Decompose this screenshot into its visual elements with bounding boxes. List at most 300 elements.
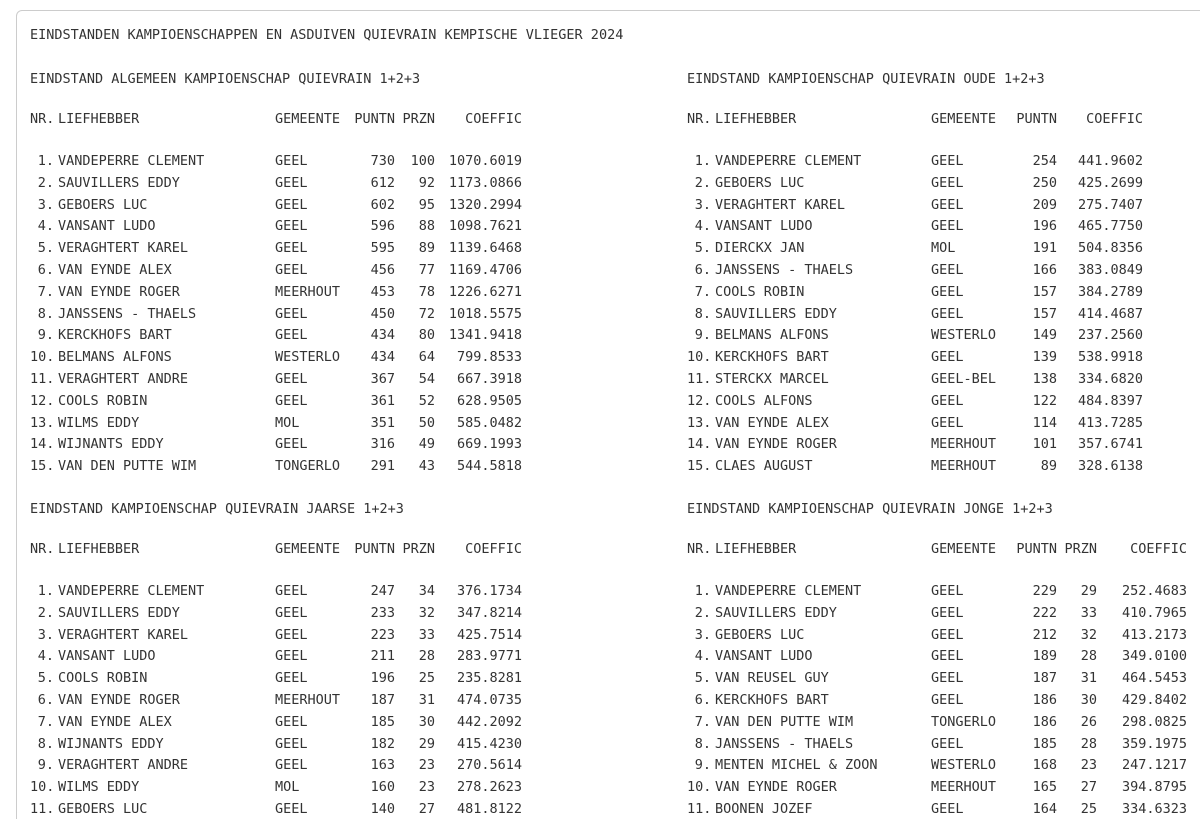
- table-row: [687, 282, 1143, 304]
- table-rows: [30, 151, 522, 478]
- table-row: [687, 413, 1143, 435]
- table-row: [30, 347, 522, 369]
- table-cell: 384.2789: [1077, 283, 1143, 300]
- column-header: PUNTN: [1016, 111, 1057, 127]
- table-cell: VANSANT LUDO: [58, 648, 156, 665]
- column-header: GEMEENTE: [275, 541, 341, 557]
- table-cell: GEEL: [931, 670, 964, 687]
- table-cell: 29: [418, 735, 435, 752]
- table-cell: BELMANS ALFONS: [715, 327, 829, 344]
- table-cell: GEEL: [931, 261, 964, 278]
- table-cell: 27: [1080, 779, 1097, 796]
- table-row: [687, 238, 1143, 260]
- table-cell: WIJNANTS EDDY: [58, 436, 164, 453]
- table-cell: GEBOERS LUC: [715, 174, 805, 191]
- table-cell: 23: [418, 757, 435, 774]
- table-cell: 6.: [37, 261, 54, 278]
- table-cell: SAUVILLERS EDDY: [715, 305, 837, 322]
- table-cell: GEEL: [931, 604, 964, 621]
- table-cell: 11.: [687, 800, 712, 817]
- table-row: [30, 304, 522, 326]
- table-row: [30, 734, 522, 756]
- table-cell: 410.7965: [1121, 604, 1187, 621]
- table-cell: 10.: [30, 779, 55, 796]
- table-cell: 89: [1040, 458, 1057, 475]
- table-row: [30, 282, 522, 304]
- table-cell: 481.8122: [456, 800, 522, 817]
- table-cell: 139: [1032, 349, 1057, 366]
- table-cell: 187: [370, 691, 395, 708]
- table-cell: 1018.5575: [448, 305, 522, 322]
- table-cell: GEEL: [275, 713, 308, 730]
- table-cell: MENTEN MICHEL & ZOON: [715, 757, 878, 774]
- table-cell: GEEL: [931, 218, 964, 235]
- table-cell: 596: [370, 218, 395, 235]
- table-cell: 441.9602: [1077, 153, 1143, 169]
- table-cell: COOLS ROBIN: [715, 283, 805, 300]
- table-cell: 585.0482: [456, 414, 522, 431]
- table-cell: 334.6323: [1121, 800, 1187, 817]
- table-cell: 247.1217: [1121, 757, 1187, 774]
- table-cell: VAN REUSEL GUY: [715, 670, 829, 687]
- table-cell: 254: [1032, 153, 1057, 169]
- column-header: COEFFIC: [1130, 541, 1187, 557]
- table-cell: 52: [418, 392, 435, 409]
- table-jaarse-kampioenschap: [30, 498, 522, 819]
- table-cell: 12.: [687, 392, 712, 409]
- table-cell: TONGERLO: [275, 458, 341, 475]
- table-cell: GEEL-BEL: [931, 370, 997, 387]
- table-cell: WESTERLO: [931, 757, 997, 774]
- table-jonge-kampioenschap: [687, 498, 1187, 819]
- table-cell: 140: [370, 800, 395, 817]
- table-cell: 8.: [694, 305, 711, 322]
- table-cell: 11.: [30, 800, 55, 817]
- table-algemeen-kampioenschap: [30, 68, 522, 478]
- table-cell: 64: [418, 349, 435, 366]
- table-cell: 122: [1032, 392, 1057, 409]
- table-cell: 6.: [694, 261, 711, 278]
- table-cell: 212: [1032, 626, 1057, 643]
- table-cell: GEEL: [275, 305, 308, 322]
- table-row: [30, 603, 522, 625]
- table-cell: 1341.9418: [448, 327, 522, 344]
- table-cell: GEEL: [275, 327, 308, 344]
- table-cell: 186: [1032, 691, 1057, 708]
- table-cell: 283.9771: [456, 648, 522, 665]
- table-row: [30, 668, 522, 690]
- table-cell: 29: [1080, 583, 1097, 599]
- table-cell: 1173.0866: [448, 174, 522, 191]
- table-cell: 8.: [37, 735, 54, 752]
- table-cell: MEERHOUT: [275, 283, 341, 300]
- table-row: [687, 799, 1187, 819]
- table-cell: GEEL: [275, 218, 308, 235]
- table-cell: GEEL: [275, 240, 308, 257]
- table-header-row: [687, 108, 1143, 130]
- table-cell: VANSANT LUDO: [58, 218, 156, 235]
- table-cell: 7.: [37, 713, 54, 730]
- table-row: [30, 581, 522, 603]
- table-cell: 31: [1080, 670, 1097, 687]
- column-header: GEMEENTE: [275, 111, 341, 127]
- table-cell: 233: [370, 604, 395, 621]
- table-cell: VANSANT LUDO: [715, 648, 813, 665]
- table-cell: VANDEPERRE CLEMENT: [58, 583, 205, 599]
- table-cell: GEEL: [275, 670, 308, 687]
- table-cell: 667.3918: [456, 370, 522, 387]
- column-header: GEMEENTE: [931, 111, 997, 127]
- table-cell: BELMANS ALFONS: [58, 349, 172, 366]
- table-cell: GEBOERS LUC: [715, 626, 805, 643]
- table-cell: GEEL: [275, 735, 308, 752]
- table-cell: 163: [370, 757, 395, 774]
- table-cell: 394.8795: [1121, 779, 1187, 796]
- table-cell: VAN DEN PUTTE WIM: [715, 713, 854, 730]
- table-cell: 185: [1032, 735, 1057, 752]
- table-cell: 1.: [694, 153, 711, 169]
- table-header-row: [687, 538, 1187, 560]
- table-cell: GEEL: [931, 283, 964, 300]
- table-row: [687, 734, 1187, 756]
- table-cell: 1.: [37, 153, 54, 169]
- table-cell: 328.6138: [1077, 458, 1143, 475]
- table-row: [30, 369, 522, 391]
- table-rows: [30, 581, 522, 819]
- table-cell: 15.: [687, 458, 712, 475]
- table-cell: 12.: [30, 392, 55, 409]
- table-cell: GEEL: [931, 305, 964, 322]
- column-header: NR.: [687, 541, 712, 557]
- table-row: [687, 325, 1143, 347]
- table-row: [687, 195, 1143, 217]
- table-cell: 160: [370, 779, 395, 796]
- table-cell: 9.: [694, 757, 711, 774]
- table-cell: 138: [1032, 370, 1057, 387]
- table-cell: 3.: [694, 196, 711, 213]
- table-cell: 347.8214: [456, 604, 522, 621]
- table-cell: 88: [418, 218, 435, 235]
- table-row: [687, 755, 1187, 777]
- table-cell: 54: [418, 370, 435, 387]
- table-cell: 100: [410, 153, 435, 169]
- table-cell: COOLS ROBIN: [58, 392, 148, 409]
- table-row: [687, 391, 1143, 413]
- column-header: PRZN: [1064, 541, 1097, 557]
- table-cell: 2.: [694, 174, 711, 191]
- table-cell: 211: [370, 648, 395, 665]
- table-cell: 30: [1080, 691, 1097, 708]
- table-cell: 429.8402: [1121, 691, 1187, 708]
- table-cell: 72: [418, 305, 435, 322]
- table-cell: 434: [370, 327, 395, 344]
- table-row: [30, 151, 522, 173]
- table-cell: SAUVILLERS EDDY: [58, 604, 180, 621]
- column-header: NR.: [687, 111, 712, 127]
- table-cell: 50: [418, 414, 435, 431]
- table-cell: GEEL: [275, 757, 308, 774]
- table-cell: 15.: [30, 458, 55, 475]
- table-cell: 95: [418, 196, 435, 213]
- table-cell: 196: [370, 670, 395, 687]
- table-cell: 235.8281: [456, 670, 522, 687]
- table-cell: DIERCKX JAN: [715, 240, 805, 257]
- table-row: [687, 603, 1187, 625]
- table-cell: COOLS ROBIN: [58, 670, 148, 687]
- table-cell: 165: [1032, 779, 1057, 796]
- table-cell: STERCKX MARCEL: [715, 370, 829, 387]
- table-cell: 1.: [37, 583, 54, 599]
- table-cell: GEEL: [275, 392, 308, 409]
- table-cell: COOLS ALFONS: [715, 392, 813, 409]
- table-cell: GEEL: [931, 174, 964, 191]
- table-cell: 2.: [37, 604, 54, 621]
- table-cell: 26: [1080, 713, 1097, 730]
- table-cell: GEEL: [931, 648, 964, 665]
- table-row: [687, 712, 1187, 734]
- table-cell: VAN DEN PUTTE WIM: [58, 458, 197, 475]
- table-cell: 8.: [694, 735, 711, 752]
- table-cell: SAUVILLERS EDDY: [715, 604, 837, 621]
- page-title: EINDSTANDEN KAMPIOENSCHAPPEN EN ASDUIVEN QUIEVRAIN KEMPISCHE VLIEGER 2024: [30, 27, 624, 43]
- table-cell: 229: [1032, 583, 1057, 599]
- table-cell: 10.: [30, 349, 55, 366]
- table-cell: 456: [370, 261, 395, 278]
- table-cell: CLAES AUGUST: [715, 458, 813, 475]
- table-cell: 5.: [694, 670, 711, 687]
- table-cell: 7.: [694, 713, 711, 730]
- table-cell: 28: [418, 648, 435, 665]
- table-cell: SAUVILLERS EDDY: [58, 174, 180, 191]
- table-row: [687, 216, 1143, 238]
- column-header: LIEFHEBBER: [715, 111, 797, 127]
- table-cell: GEEL: [931, 626, 964, 643]
- table-row: [30, 690, 522, 712]
- table-cell: 23: [1080, 757, 1097, 774]
- table-cell: VANDEPERRE CLEMENT: [715, 153, 862, 169]
- table-row: [30, 173, 522, 195]
- table-cell: 32: [1080, 626, 1097, 643]
- table-cell: 11.: [687, 370, 712, 387]
- table-cell: 14.: [687, 436, 712, 453]
- table-row: [687, 151, 1143, 173]
- table-cell: 223: [370, 626, 395, 643]
- table-cell: WILMS EDDY: [58, 779, 140, 796]
- table-cell: MOL: [275, 414, 300, 431]
- table-cell: 3.: [37, 196, 54, 213]
- table-cell: 1169.4706: [448, 261, 522, 278]
- table-cell: WESTERLO: [275, 349, 341, 366]
- table-cell: 1139.6468: [448, 240, 522, 257]
- table-cell: 222: [1032, 604, 1057, 621]
- table-cell: 1226.6271: [448, 283, 522, 300]
- table-cell: GEBOERS LUC: [58, 196, 148, 213]
- table-row: [30, 195, 522, 217]
- table-rows: [687, 581, 1187, 819]
- table-cell: 4.: [37, 648, 54, 665]
- table-cell: GEEL: [275, 196, 308, 213]
- table-cell: 25: [418, 670, 435, 687]
- table-row: [30, 434, 522, 456]
- table-cell: 376.1734: [456, 583, 522, 599]
- table-row: [30, 216, 522, 238]
- table-cell: 538.9918: [1077, 349, 1143, 366]
- table-cell: 361: [370, 392, 395, 409]
- table-cell: VERAGHTERT ANDRE: [58, 370, 189, 387]
- table-cell: 25: [1080, 800, 1097, 817]
- table-cell: JANSSENS - THAELS: [715, 261, 854, 278]
- table-cell: 9.: [37, 327, 54, 344]
- table-cell: GEEL: [275, 626, 308, 643]
- table-cell: 10.: [687, 779, 712, 796]
- table-oude-kampioenschap: [687, 68, 1143, 478]
- table-cell: VANDEPERRE CLEMENT: [715, 583, 862, 599]
- table-cell: KERCKHOFS BART: [715, 691, 829, 708]
- table-cell: VANSANT LUDO: [715, 218, 813, 235]
- table-cell: 14.: [30, 436, 55, 453]
- table-row: [687, 668, 1187, 690]
- table-cell: BOONEN JOZEF: [715, 800, 813, 817]
- table-cell: VERAGHTERT KAREL: [58, 240, 189, 257]
- table-row: [30, 646, 522, 668]
- table-cell: 49: [418, 436, 435, 453]
- table-title: EINDSTAND KAMPIOENSCHAP QUIEVRAIN JONGE 1+2+3: [687, 501, 1053, 517]
- column-header: PUNTN: [1016, 541, 1057, 557]
- table-cell: VERAGHTERT KAREL: [715, 196, 846, 213]
- table-cell: JANSSENS - THAELS: [58, 305, 197, 322]
- table-cell: 28: [1080, 648, 1097, 665]
- table-cell: JANSSENS - THAELS: [715, 735, 854, 752]
- table-row: [687, 434, 1143, 456]
- table-cell: 168: [1032, 757, 1057, 774]
- table-cell: 13.: [687, 414, 712, 431]
- table-cell: MEERHOUT: [931, 436, 997, 453]
- table-cell: 278.2623: [456, 779, 522, 796]
- table-cell: 504.8356: [1077, 240, 1143, 257]
- table-row: [30, 755, 522, 777]
- table-cell: 187: [1032, 670, 1057, 687]
- table-cell: 7.: [37, 283, 54, 300]
- table-cell: 164: [1032, 800, 1057, 817]
- table-row: [30, 260, 522, 282]
- table-cell: GEEL: [275, 153, 308, 169]
- table-cell: 9.: [37, 757, 54, 774]
- table-cell: 4.: [694, 648, 711, 665]
- table-cell: VAN EYNDE ROGER: [58, 283, 180, 300]
- table-rows: [687, 151, 1143, 478]
- table-cell: 484.8397: [1077, 392, 1143, 409]
- table-cell: 6.: [694, 691, 711, 708]
- table-cell: MEERHOUT: [931, 779, 997, 796]
- table-cell: 189: [1032, 648, 1057, 665]
- table-cell: 612: [370, 174, 395, 191]
- table-cell: 33: [1080, 604, 1097, 621]
- table-cell: 185: [370, 713, 395, 730]
- table-cell: VAN EYNDE ALEX: [58, 713, 172, 730]
- table-cell: 1320.2994: [448, 196, 522, 213]
- table-cell: WILMS EDDY: [58, 414, 140, 431]
- table-cell: 425.7514: [456, 626, 522, 643]
- table-cell: 191: [1032, 240, 1057, 257]
- table-cell: 149: [1032, 327, 1057, 344]
- table-cell: 298.0825: [1121, 713, 1187, 730]
- table-row: [30, 413, 522, 435]
- table-cell: 1098.7621: [448, 218, 522, 235]
- table-cell: GEEL: [931, 735, 964, 752]
- table-cell: VAN EYNDE ROGER: [58, 691, 180, 708]
- table-cell: GEEL: [931, 583, 964, 599]
- table-row: [687, 690, 1187, 712]
- table-cell: 247: [370, 583, 395, 599]
- table-cell: GEEL: [275, 583, 308, 599]
- table-cell: GEEL: [275, 174, 308, 191]
- table-row: [687, 777, 1187, 799]
- table-cell: 291: [370, 458, 395, 475]
- table-cell: TONGERLO: [931, 713, 997, 730]
- table-cell: GEEL: [931, 153, 964, 169]
- table-cell: 101: [1032, 436, 1057, 453]
- table-cell: 13.: [30, 414, 55, 431]
- table-cell: 196: [1032, 218, 1057, 235]
- column-header: GEMEENTE: [931, 541, 997, 557]
- table-cell: 383.0849: [1077, 261, 1143, 278]
- table-cell: VERAGHTERT ANDRE: [58, 757, 189, 774]
- table-cell: 34: [418, 583, 435, 599]
- table-cell: 4.: [37, 218, 54, 235]
- table-cell: 1070.6019: [448, 153, 522, 169]
- table-cell: VANDEPERRE CLEMENT: [58, 153, 205, 169]
- table-cell: GEEL: [931, 691, 964, 708]
- table-cell: GEEL: [931, 392, 964, 409]
- table-cell: GEEL: [275, 604, 308, 621]
- table-cell: 11.: [30, 370, 55, 387]
- table-cell: 10.: [687, 349, 712, 366]
- table-title: EINDSTAND KAMPIOENSCHAP QUIEVRAIN OUDE 1+2+3: [687, 71, 1045, 87]
- table-cell: 252.4683: [1121, 583, 1187, 599]
- table-cell: WIJNANTS EDDY: [58, 735, 164, 752]
- table-cell: 27: [418, 800, 435, 817]
- table-cell: 359.1975: [1121, 735, 1187, 752]
- table-cell: 89: [418, 240, 435, 257]
- table-row: [687, 625, 1187, 647]
- table-cell: 464.5453: [1121, 670, 1187, 687]
- column-header: COEFFIC: [1086, 111, 1143, 127]
- table-cell: GEEL: [931, 196, 964, 213]
- table-row: [30, 799, 522, 819]
- column-header: LIEFHEBBER: [58, 541, 140, 557]
- column-header: COEFFIC: [465, 111, 522, 127]
- table-cell: 334.6820: [1077, 370, 1143, 387]
- table-cell: GEEL: [275, 436, 308, 453]
- column-header: COEFFIC: [465, 541, 522, 557]
- table-cell: 730: [370, 153, 395, 169]
- table-cell: 1.: [694, 583, 711, 599]
- table-cell: KERCKHOFS BART: [58, 327, 172, 344]
- table-cell: 31: [418, 691, 435, 708]
- table-cell: 114: [1032, 414, 1057, 431]
- table-cell: VERAGHTERT KAREL: [58, 626, 189, 643]
- table-title: EINDSTAND ALGEMEEN KAMPIOENSCHAP QUIEVRAIN 1+2+3: [30, 71, 421, 87]
- column-header: PRZN: [402, 111, 435, 127]
- table-cell: 23: [418, 779, 435, 796]
- table-cell: 250: [1032, 174, 1057, 191]
- table-cell: 43: [418, 458, 435, 475]
- table-cell: 3.: [694, 626, 711, 643]
- table-cell: 6.: [37, 691, 54, 708]
- table-cell: 316: [370, 436, 395, 453]
- column-header: NR.: [30, 541, 55, 557]
- column-header: NR.: [30, 111, 55, 127]
